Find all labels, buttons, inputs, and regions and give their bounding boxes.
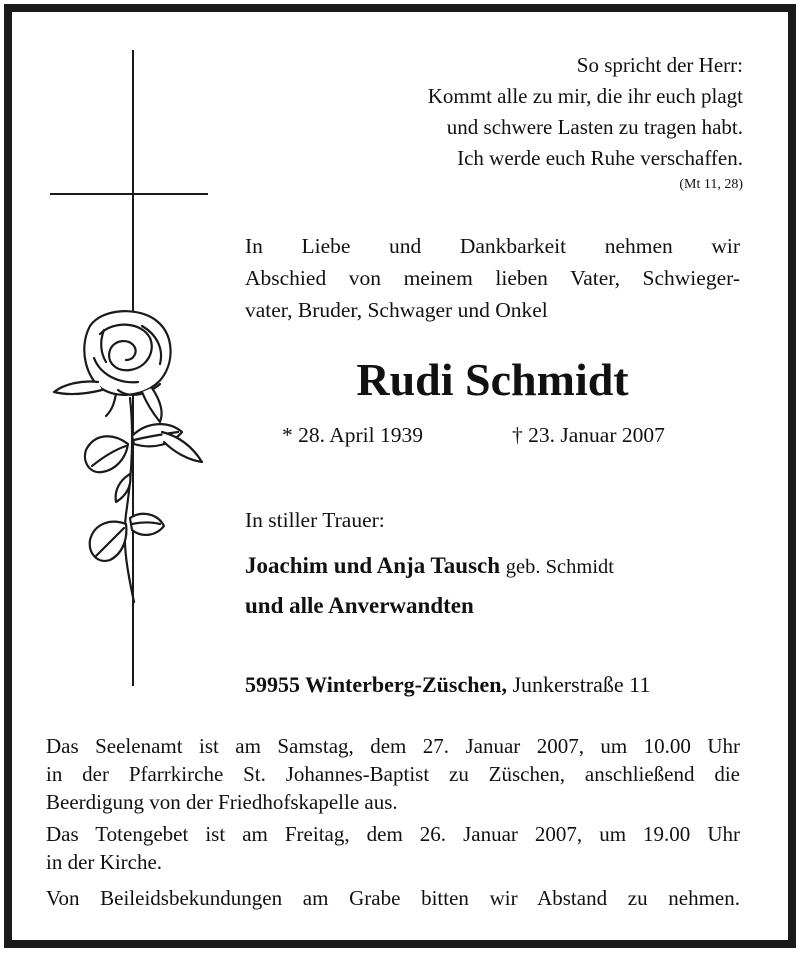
maiden-name-note: geb. Schmidt	[505, 556, 614, 578]
address-city: 59955 Winterberg-Züschen,	[245, 672, 507, 697]
address-street: Junkerstraße 11	[512, 672, 651, 697]
deceased-name: Rudi Schmidt	[356, 354, 629, 405]
paragraph-line: Das Totengebet ist am Freitag, dem 26. Januar 2007, um 19.00 Uhr	[46, 822, 740, 846]
verse-line: und schwere Lasten zu tragen habt.	[446, 115, 743, 139]
verse-reference: (Mt 11, 28)	[679, 177, 743, 192]
mourners-line	[245, 553, 614, 579]
relatives-line: und alle Anverwandten	[245, 593, 474, 618]
requiem-paragraph	[46, 732, 740, 816]
paragraph-line: in der Kirche.	[46, 850, 163, 874]
death-date: † 23. Januar 2007	[512, 423, 665, 447]
bible-verse	[428, 50, 743, 196]
mourners-names: Joachim und Anja Tausch	[245, 553, 501, 578]
birth-date: * 28. April 1939	[282, 423, 423, 447]
paragraph-line: Von Beileidsbekundungen am Grabe bitten wir Abstand zu nehmen.	[46, 886, 740, 910]
verse-line: Kommt alle zu mir, die ihr euch plagt	[427, 84, 743, 108]
address	[245, 672, 650, 698]
paragraph-line: in der Pfarrkirche St. Johannes-Baptist zu Züschen, anschließend die	[46, 762, 740, 786]
condolence-note	[46, 884, 740, 912]
paragraph-line: Beerdigung von der Friedhofskapelle aus.	[46, 790, 398, 814]
intro-line: Abschied von meinem lieben Vater, Schwieger-	[245, 266, 740, 290]
mourning-heading: In stiller Trauer:	[245, 508, 385, 532]
paragraph-line: Das Seelenamt ist am Samstag, dem 27. Januar 2007, um 10.00 Uhr	[46, 734, 740, 758]
verse-line: Ich werde euch Ruhe verschaffen.	[457, 146, 743, 170]
obituary-card	[4, 4, 796, 948]
rose-icon	[42, 304, 212, 616]
intro-line: In Liebe und Dankbarkeit nehmen wir	[245, 234, 740, 258]
intro-line: vater, Bruder, Schwager und Onkel	[245, 298, 548, 322]
intro-text	[245, 230, 740, 326]
prayer-paragraph	[46, 820, 740, 876]
verse-line: So spricht der Herr:	[576, 53, 743, 77]
